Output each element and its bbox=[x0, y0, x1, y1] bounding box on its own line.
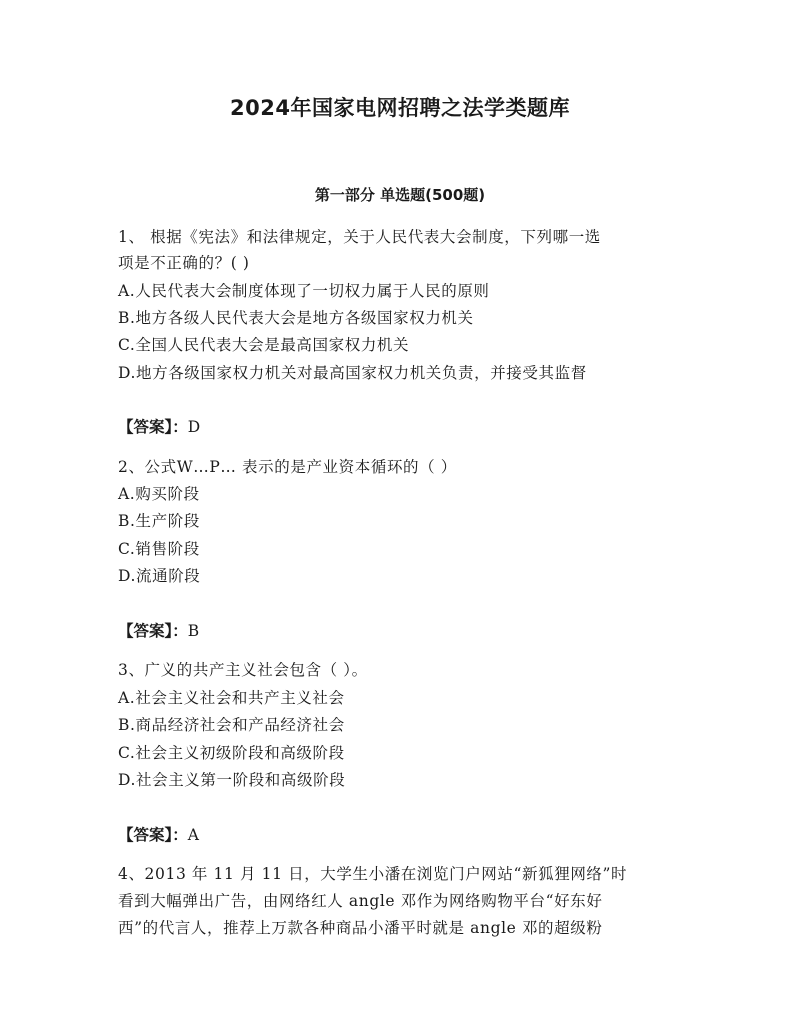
question-2-stem: 2、公式W…P… 表示的是产业资本循环的（ ） bbox=[118, 458, 457, 476]
question-4-stem-line-2: 看到大幅弹出广告，由网络红人 angle 邓作为网络购物平台“好东好 bbox=[118, 892, 603, 910]
question-1-answer bbox=[118, 417, 200, 437]
question-1-stem-line-1: 1、 根据《宪法》和法律规定，关于人民代表大会制度，下列哪一选 bbox=[118, 228, 601, 246]
section-title: 第一部分 单选题(500题) bbox=[314, 186, 486, 204]
answer-value: B bbox=[187, 622, 200, 640]
question-3-option-b: B.商品经济社会和产品经济社会 bbox=[118, 716, 345, 734]
question-3-option-c: C.社会主义初级阶段和高级阶段 bbox=[118, 744, 345, 762]
question-2-option-d: D.流通阶段 bbox=[118, 567, 201, 585]
answer-value: D bbox=[187, 418, 201, 436]
question-1-option-c: C.全国人民代表大会是最高国家权力机关 bbox=[118, 336, 410, 354]
question-2-answer bbox=[118, 621, 199, 641]
question-3-answer bbox=[118, 825, 199, 845]
question-2-option-a: A.购买阶段 bbox=[118, 485, 200, 503]
question-3-stem: 3、广义的共产主义社会包含（ ）。 bbox=[118, 661, 368, 679]
document-title: 2024年国家电网招聘之法学类题库 bbox=[230, 96, 570, 120]
question-1-option-d: D.地方各级国家权力机关对最高国家权力机关负责，并接受其监督 bbox=[118, 364, 587, 382]
question-1-stem-line-2: 项是不正确的？( ) bbox=[118, 254, 250, 272]
question-1-option-b: B.地方各级人民代表大会是地方各级国家权力机关 bbox=[118, 309, 474, 327]
answer-label: 【答案】： bbox=[118, 826, 188, 844]
answer-label: 【答案】： bbox=[118, 622, 188, 640]
question-2-option-b: B.生产阶段 bbox=[118, 512, 200, 530]
question-1-option-a: A.人民代表大会制度体现了一切权力属于人民的原则 bbox=[118, 282, 490, 300]
answer-value: A bbox=[187, 826, 199, 844]
question-4-stem-line-1: 4、2013 年 11 月 11 日，大学生小潘在浏览门户网站“新狐狸网络”时 bbox=[118, 865, 628, 883]
question-3-option-d: D.社会主义第一阶段和高级阶段 bbox=[118, 771, 346, 789]
answer-label: 【答案】： bbox=[118, 418, 188, 436]
question-3-option-a: A.社会主义社会和共产主义社会 bbox=[118, 689, 345, 707]
question-4-stem-line-3: 西”的代言人，推荐上万款各种商品小潘平时就是 angle 邓的超级粉 bbox=[118, 919, 603, 937]
question-2-option-c: C.销售阶段 bbox=[118, 540, 200, 558]
